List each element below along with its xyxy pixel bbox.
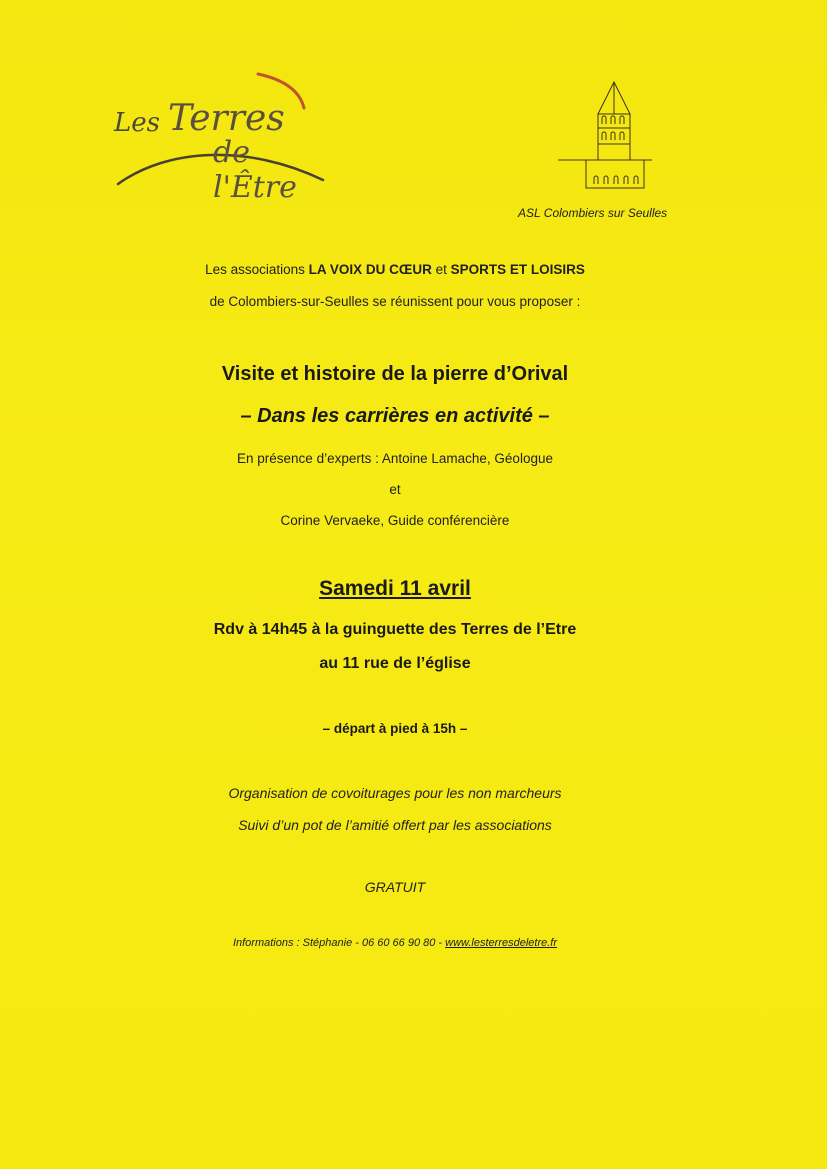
carpool-note: Organisation de covoiturages pour les non marcheurs (228, 785, 562, 801)
logo-text-de-letre: de l'Être (213, 135, 297, 205)
expert-guide: Corine Vervaeke, Guide conférencière (280, 513, 510, 528)
association-sports-et-loisirs: SPORTS ET LOISIRS (450, 262, 585, 277)
church-tower-icon (556, 78, 666, 193)
asl-caption: ASL Colombiers sur Seulles (518, 206, 668, 220)
price-label: GRATUIT (364, 879, 426, 895)
logo-text-les: Les (114, 108, 160, 138)
website-link[interactable]: www.lesterresdeletre.fr (445, 937, 558, 949)
event-date: Samedi 11 avril (319, 577, 471, 600)
drinks-note: Suivi d’un pot de l’amitié offert par les associations (238, 817, 552, 833)
experts-line: En présence d’experts : Antoine Lamache, Géologue (237, 451, 553, 466)
intro-prefix: Les associations (205, 262, 309, 277)
event-subtitle: – Dans les carrières en activité – (240, 405, 550, 427)
association-voix-du-coeur: LA VOIX DU CŒUR (308, 262, 432, 277)
rdv-line-2: au 11 rue de l’église (319, 655, 471, 672)
terres-de-letre-logo (108, 70, 338, 205)
contact-info (0, 937, 790, 949)
rdv-line-1: Rdv à 14h45 à la guinguette des Terres de l’Etre (213, 621, 577, 638)
intro-line-1 (0, 262, 790, 277)
experts-and: et (389, 482, 401, 497)
contact-text: Informations : Stéphanie - 06 60 66 90 80 - (232, 937, 446, 949)
intro-and: et (431, 262, 451, 277)
departure-time: – départ à pied à 15h – (322, 721, 468, 736)
intro-line-2: de Colombiers-sur-Seulles se réunissent pour vous proposer : (209, 294, 581, 309)
event-title: Visite et histoire de la pierre d’Orival (221, 363, 569, 385)
logo-text-terres: Terres (168, 98, 285, 139)
